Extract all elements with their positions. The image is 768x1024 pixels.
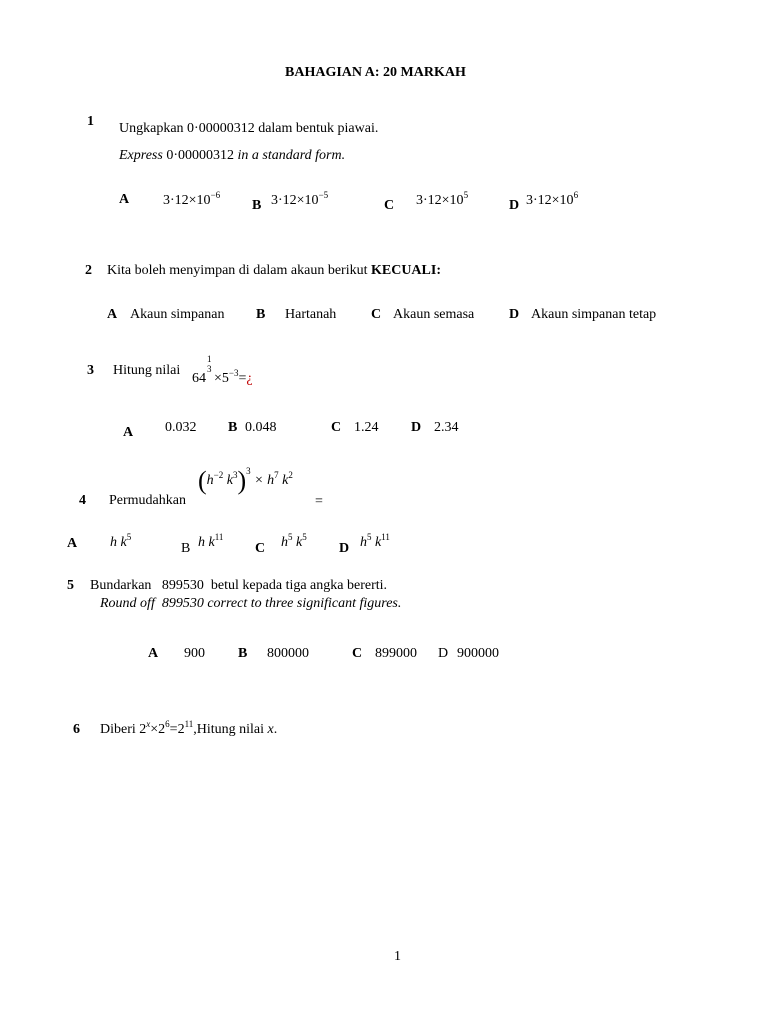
q6-b1: 2 [139,722,147,737]
q6-e1: x [146,719,151,729]
q4-option-a-value [110,532,132,551]
q3-option-c-letter: C [331,420,342,435]
q4-option-b-value [198,532,224,551]
q2-number: 2 [85,263,92,278]
q3-option-a-text: 0.032 [165,420,197,435]
q4-option-c-value [281,532,307,551]
q1-option-c-letter: C [384,198,395,213]
q4-option-c-t1: h [281,535,288,550]
q4-option-c-e1: 5 [288,532,293,542]
q4-option-b-letter: B [181,541,191,556]
q4-expression [198,466,293,495]
q4-times-h: × h [254,473,275,488]
q1-option-a-base: 3·12×10 [163,193,211,208]
q1-text-ms: Ungkapkan 0·00000312 dalam bentuk piawai. [119,121,379,136]
q5-option-c-text: 899000 [375,646,417,661]
q6-var: x [267,722,274,737]
q1-option-b-value [271,190,329,209]
q6-eq: =2 [169,722,185,737]
q2-text [107,263,441,279]
q5-option-d-letter: D [438,646,449,661]
q4-option-a-letter: A [67,536,78,551]
q3-option-b-letter: B [228,420,238,435]
q4-option-d-e1: 5 [367,532,372,542]
q1-option-d-letter: D [509,198,520,213]
q1-text-en-a: Express [119,148,167,163]
q4-option-c-e2: 5 [302,532,307,542]
q4-open-paren: ( [198,466,207,495]
q2-option-c-text: Akaun semasa [393,307,475,322]
q4-k: k [226,473,233,488]
q5-text-ms: Bundarkan 899530 betul kepada tiga angka bererti. [90,578,388,593]
q2-option-d-letter: D [509,307,520,322]
q5-number: 5 [67,578,74,593]
q1-text-en-c: in a standard form. [233,148,346,163]
q1-option-d-exp: 6 [573,190,579,200]
q2-text-b: KECUALI: [370,263,441,278]
q3-exp2: −3 [228,368,239,378]
q1-option-b-letter: B [252,198,262,213]
q1-option-a-exp: −6 [210,190,221,200]
q4-option-c-letter: C [255,541,266,556]
q3-frac-num: 1 [207,354,212,364]
q6-mid: ×2 [150,722,166,737]
q3-option-d-letter: D [411,420,422,435]
q3-option-a-letter: A [123,425,134,440]
q4-h-exp: −2 [213,470,224,480]
q4-close-paren: ) [237,466,247,495]
q6-dot: . [273,722,278,737]
q3-expression [192,354,253,386]
q4-h: h [206,473,214,488]
q6-number: 6 [73,722,80,737]
q4-equals: = [315,494,323,509]
q3-fraction [206,354,214,374]
q4-option-d-letter: D [339,541,350,556]
q4-text: Permudahkan [109,493,186,508]
q1-option-c-base: 3·12×10 [416,193,464,208]
q4-number: 4 [79,493,86,508]
q5-option-c-letter: C [352,646,363,661]
q3-eq: = [238,371,247,386]
q3-option-c-text: 1.24 [354,420,379,435]
q4-k2-exp: 2 [288,470,293,480]
q2-option-a-text: Akaun simpanan [130,307,225,322]
q1-option-d-base: 3·12×10 [526,193,574,208]
q3-inverted-question: ¿ [246,371,253,386]
q1-text-en [119,148,345,164]
q4-outer-exp: 3 [246,466,251,476]
q1-option-a-letter: A [119,192,130,207]
q3-number: 3 [87,363,94,378]
q4-option-d-t2: k [371,535,382,550]
q6-text [100,719,278,738]
q3-option-d-text: 2.34 [434,420,459,435]
page-number: 1 [394,949,401,964]
q2-option-c-letter: C [371,307,382,322]
q6-e2: 6 [165,719,170,729]
q3-option-b-text: 0.048 [245,420,277,435]
q6-text-b: ,Hitung nilai [193,722,268,737]
q2-text-a: Kita boleh menyimpan di dalam akaun berikut [107,263,371,278]
q1-option-a-value [163,190,221,209]
q1-option-c-value [416,190,469,209]
q2-option-d-text: Akaun simpanan tetap [531,307,657,322]
q1-option-b-exp: −5 [318,190,329,200]
q4-option-b-t1: h k [198,535,215,550]
q2-option-b-text: Hartanah [285,307,337,322]
q4-option-d-e2: 11 [381,532,390,542]
q1-number: 1 [87,114,94,129]
q5-option-b-text: 800000 [267,646,309,661]
q4-option-d-t1: h [360,535,367,550]
q4-h2-exp: 7 [274,470,279,480]
q5-text-en: Round off 899530 correct to three significant figures. [100,596,402,611]
q3-text: Hitung nilai [113,363,181,378]
q1-text-en-b: 0·00000312 [166,148,234,163]
q1-option-b-base: 3·12×10 [271,193,319,208]
q3-times: ×5 [214,371,229,386]
q5-option-a-text: 900 [184,646,205,661]
q6-text-a: Diberi [100,722,140,737]
q4-option-d-value [360,532,390,551]
q5-option-a-letter: A [148,646,159,661]
q6-e3: 11 [184,719,194,729]
q4-option-c-t2: k [292,535,303,550]
q4-option-a-t1: h k [110,535,127,550]
q4-option-b-e1: 11 [214,532,224,542]
q2-option-a-letter: A [107,307,118,322]
q5-option-d-text: 900000 [457,646,499,661]
q2-option-b-letter: B [256,307,266,322]
q3-frac-den: 3 [207,364,212,374]
q4-k-exp: 3 [232,470,238,480]
q5-option-b-letter: B [238,646,248,661]
q4-k2: k [282,473,289,488]
section-header: BAHAGIAN A: 20 MARKAH [285,65,466,80]
q1-option-c-exp: 5 [463,190,469,200]
q1-option-d-value [526,190,579,209]
q3-base: 64 [192,371,206,386]
q4-option-a-e1: 5 [126,532,132,542]
